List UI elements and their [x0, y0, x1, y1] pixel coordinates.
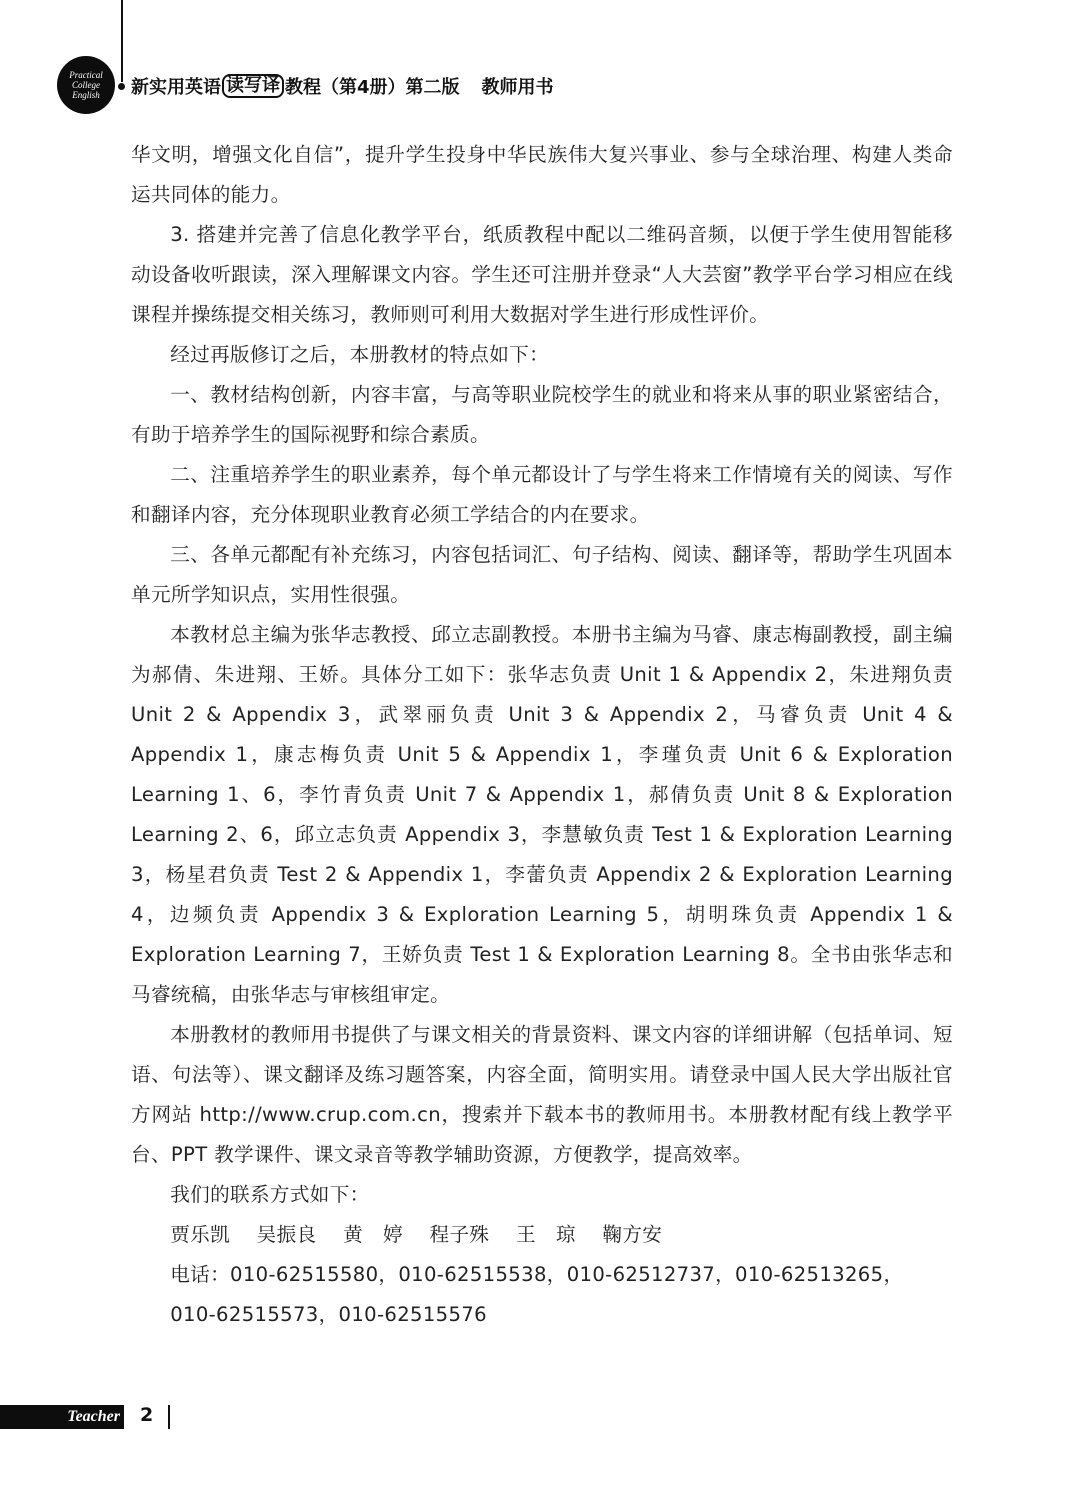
running-header [131, 72, 554, 100]
paragraph-feature-1: 一、教材结构创新，内容丰富，与高等职业院校学生的就业和将来从事的职业紧密结合，有助于培养学生的国际视野和综合素质。 [131, 383, 953, 446]
contact-name: 贾乐凯 [170, 1223, 231, 1246]
logo-line-2: College [72, 80, 100, 90]
header-title-boxed: 读写译 [222, 74, 284, 98]
logo-line-1: Practical [69, 70, 103, 80]
paragraph-platform: 3. 搭建并完善了信息化教学平台，纸质教程中配以二维码音频，以便于学生使用智能移动设备收听跟读，深入理解课文内容。学生还可注册并登录“人大芸窗”教学平台学习相应在线课程并操练提交相关练习，教师则可利用大数据对学生进行形成性评价。 [131, 223, 953, 326]
paragraph-continued: 华文明，增强文化自信”，提升学生投身中华民族伟大复兴事业、参与全球治理、构建人类命运共同体的能力。 [131, 143, 953, 206]
header-dot [118, 83, 125, 90]
logo-line-3: English [72, 90, 100, 100]
header-title-prefix: 新实用英语 [131, 77, 221, 98]
header-vertical-rule [121, 0, 123, 82]
footer-teacher-tab: Teacher [0, 1405, 124, 1429]
contact-name: 吴振良 [256, 1223, 317, 1246]
practical-college-english-logo [57, 56, 115, 114]
contact-phone-line-2: 010-62515573，010-62515576 [170, 1303, 487, 1326]
header-title-suffix: 教程（第4册）第二版 [285, 77, 460, 98]
paragraph-teacher-book: 本册教材的教师用书提供了与课文相关的背景资料、课文内容的详细讲解（包括单词、短语、句法等）、课文翻译及练习题答案，内容全面，简明实用。请登录中国人民大学出版社官方网站 http://www.crup.com.cn，搜索并下载本书的教师用书。本册教材配有线上教学平台、PPT 教学课件、课文录音等教学辅助资源，方便教学，提高效率。 [131, 1023, 953, 1166]
paragraph-feature-2: 二、注重培养学生的职业素养，每个单元都设计了与学生将来工作情境有关的阅读、写作和翻译内容，充分体现职业教育必须工学结合的内在要求。 [131, 463, 953, 526]
contact-intro: 我们的联系方式如下： [170, 1183, 370, 1206]
paragraph-features-intro: 经过再版修订之后，本册教材的特点如下： [170, 343, 550, 366]
paragraph-feature-3: 三、各单元都配有补充练习，内容包括词汇、句子结构、阅读、翻译等，帮助学生巩固本单元所学知识点，实用性很强。 [131, 543, 953, 606]
contact-names [131, 1215, 953, 1255]
page-number: 2 [140, 1404, 154, 1426]
header-teacher-book-label: 教师用书 [481, 77, 554, 98]
contact-phone-line-1: 电话：010-62515580，010-62515538，010-62512737，010-62513265， [170, 1263, 904, 1286]
page-body [131, 135, 953, 1335]
contact-name: 王 琼 [515, 1223, 576, 1246]
contact-name: 程子殊 [429, 1223, 490, 1246]
paragraph-editors: 本教材总主编为张华志教授、邱立志副教授。本册书主编为马睿、康志梅副教授，副主编为郝倩、朱进翔、王娇。具体分工如下：张华志负责 Unit 1 & Appendix 2，朱进翔负责 Unit 2 & Appendix 3，武翠丽负责 Unit 3 & Appendix 2，马睿负责 Unit 4 & Appendix 1，康志梅负责 Unit 5 & Appendix 1，李瑾负责 Unit 6 & Exploration Learning 1、6，李竹青负责 Unit 7 & Appendix 1，郝倩负责 Unit 8 & Exploration Learning 2、6，邱立志负责 Appendix 3，李慧敏负责 Test 1 & Exploration Learning 3，杨星君负责 Test 2 & Appendix 1，李蕾负责 Appendix 2 & Exploration Learning 4，边频负责 Appendix 3 & Exploration Learning 5，胡明珠负责 Appendix 1 & Exploration Learning 7，王娇负责 Test 1 & Exploration Learning 8。全书由张华志和马睿统稿，由张华志与审核组审定。 [131, 623, 953, 1006]
contact-name: 鞠方安 [602, 1223, 663, 1246]
footer-vertical-rule [168, 1405, 170, 1429]
contact-name: 黄 婷 [343, 1223, 403, 1246]
